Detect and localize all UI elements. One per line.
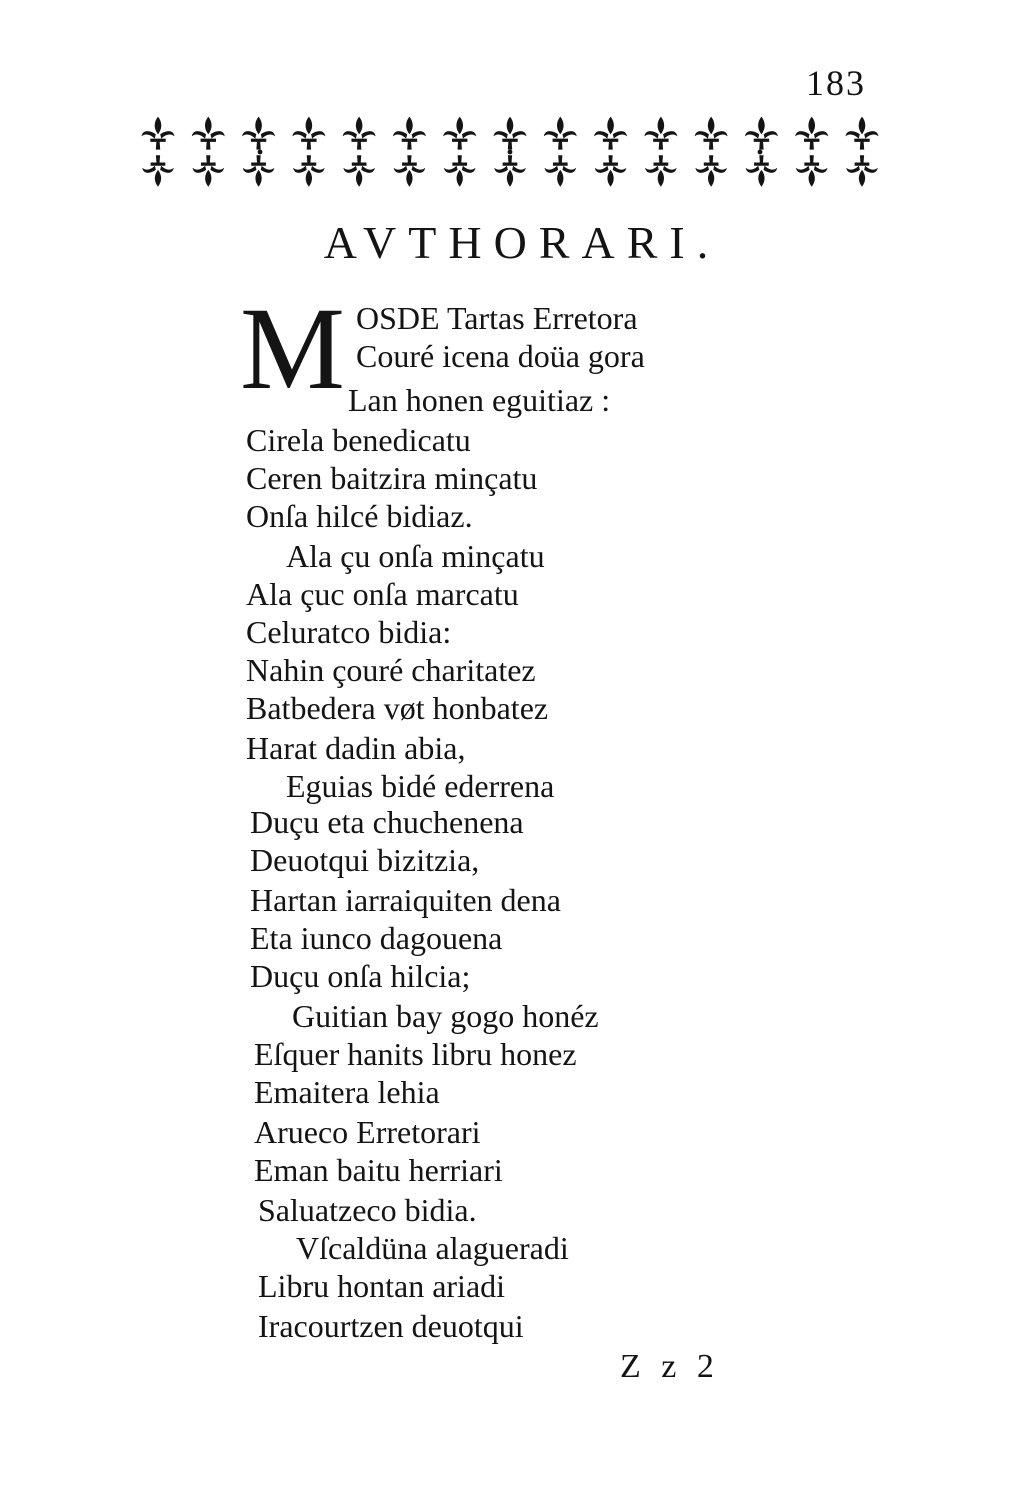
catchword: Z z 2: [620, 1348, 720, 1385]
verse-line: Cirela benedicatu: [246, 422, 471, 458]
verse-line: Ala çuc onſa marcatu: [246, 576, 519, 612]
verse-line: Eman baitu herriari: [254, 1152, 503, 1188]
verse-line: Saluatzeco bidia.: [258, 1192, 477, 1228]
verse-line: Eguias bidé ederrena: [286, 768, 555, 804]
verse-line: Arueco Erretorari: [254, 1114, 481, 1150]
verse-line: Harat dadin abia,: [246, 730, 466, 766]
page-heading: AVTHORARI.: [323, 217, 721, 268]
page-number: 183: [806, 63, 866, 103]
verse-line: Duçu eta chuchenena: [250, 804, 524, 840]
verse-line: Vſcaldüna alagueradi: [296, 1230, 569, 1266]
verse-line: Libru hontan ariadi: [258, 1268, 506, 1304]
verse-line: Lan honen eguitiaz :: [348, 382, 611, 418]
verse-line: Couré icena doüa gora: [356, 338, 645, 374]
verse-line: Onſa hilcé bidiaz.: [246, 498, 473, 534]
verse-line: OSDE Tartas Erretora: [356, 300, 638, 336]
drop-cap: M: [240, 283, 345, 414]
verse-line: Celuratco bidia:: [246, 614, 452, 650]
verse-line: Batbedera vøt honbatez: [246, 690, 549, 726]
verse-line: Deuotqui bizitzia,: [250, 842, 480, 878]
verse-line: Ala çu onſa minçatu: [286, 538, 545, 574]
verse-line: Eſquer hanits libru honez: [254, 1036, 577, 1072]
verse-line: Emaitera lehia: [254, 1074, 440, 1110]
fleur-de-lis-ornament-icon: [140, 100, 880, 200]
verse-line: Iracourtzen deuotqui: [258, 1308, 524, 1344]
verse-line: Eta iunco dagouena: [250, 920, 503, 956]
verse-line: Nahin çouré charitatez: [246, 652, 536, 688]
verse-line: Hartan iarraiquiten dena: [250, 882, 561, 918]
verse-line: Guitian bay gogo honéz: [292, 998, 599, 1034]
verse-line: Duçu onſa hilcia;: [250, 958, 471, 994]
verse-line: Ceren baitzira minçatu: [246, 460, 538, 496]
